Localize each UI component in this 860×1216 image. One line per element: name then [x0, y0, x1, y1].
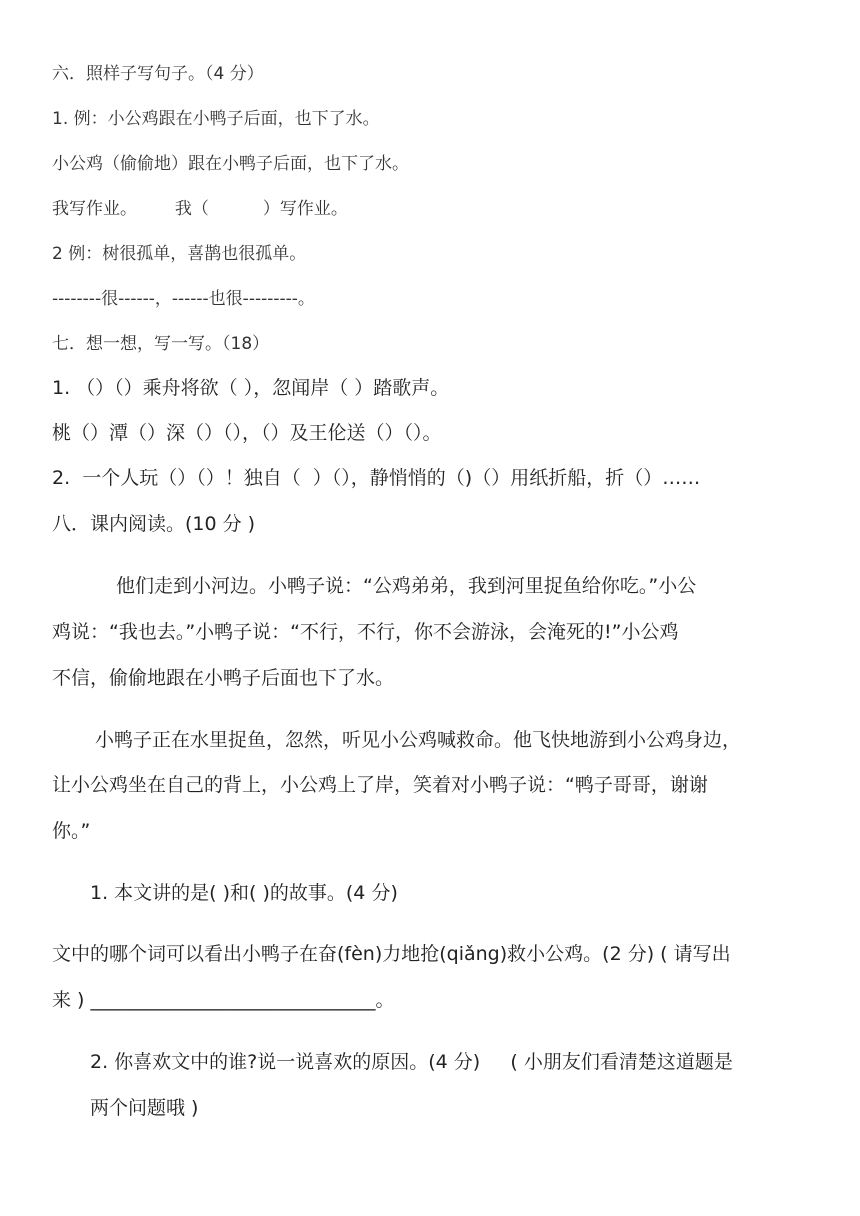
section-6-title: 六．照样子写句子。（4 分）	[52, 64, 264, 84]
section-7-q1-line1: 1. （）（）乘舟将欲（ ），忽闻岸（ ）踏歌声。	[52, 377, 450, 399]
section-6-q1-task: 我写作业。 我（ ）写作业。	[52, 199, 348, 219]
section-7-title: 七．想一想，写一写。（18）	[52, 334, 270, 354]
section-6-q2-task: --------很------，------也很---------。	[52, 289, 315, 309]
passage-paragraph-2-line-1: 小鸭子正在水里捉鱼，忽然，听见小公鸡喊救命。他飞快地游到小公鸡身边，	[95, 729, 742, 751]
question-extra-line-1: 文中的哪个词可以看出小鸭子在奋(fèn)力地抢(qiǎng)救小公鸡。(2 分) ( 请写出	[52, 943, 731, 965]
passage-paragraph-1-line-1: 他们走到小河边。小鸭子说：“公鸡弟弟，我到河里捉鱼给你吃。”小公	[116, 575, 697, 597]
section-8-title: 八．课内阅读。(10 分 )	[52, 513, 256, 535]
question-2-line-2: 两个问题哦 )	[90, 1097, 199, 1119]
passage-paragraph-2-line-2: 让小公鸡坐在自己的背上，小公鸡上了岸，笑着对小鸭子说：“鸭子哥哥，谢谢	[52, 774, 708, 796]
passage-paragraph-1-line-2: 鸡说：“我也去。”小鸭子说：“不行，不行，你不会游泳，会淹死的!”小公鸡	[52, 621, 679, 643]
section-6-q2-example-label: 2 例：树很孤单，喜鹊也很孤单。	[52, 244, 307, 264]
question-1: 1. 本文讲的是( )和( )的故事。(4 分)	[90, 882, 398, 904]
section-6-q1-example-label: 1. 例：小公鸡跟在小鸭子后面，也下了水。	[52, 109, 380, 129]
passage-paragraph-1-line-3: 不信，偷偷地跟在小鸭子后面也下了水。	[52, 667, 395, 689]
section-7-q1-line2: 桃（）潭（）深（）（），（）及王伦送（）（）。	[52, 422, 442, 444]
section-6-q1-example-answer: 小公鸡（偷偷地）跟在小鸭子后面，也下了水。	[52, 154, 409, 174]
passage-paragraph-2-line-3: 你。”	[52, 820, 91, 842]
section-7-q2-line: 2. 一个人玩（）（）！独自（ ）（），静悄悄的（)（）用纸折船，折（）……	[52, 467, 701, 489]
question-2-line-1: 2. 你喜欢文中的谁?说一说喜欢的原因。(4 分) ( 小朋友们看清楚这道题是	[90, 1051, 733, 1073]
question-extra-line-2: 来 ) ______________________________。	[52, 989, 395, 1011]
